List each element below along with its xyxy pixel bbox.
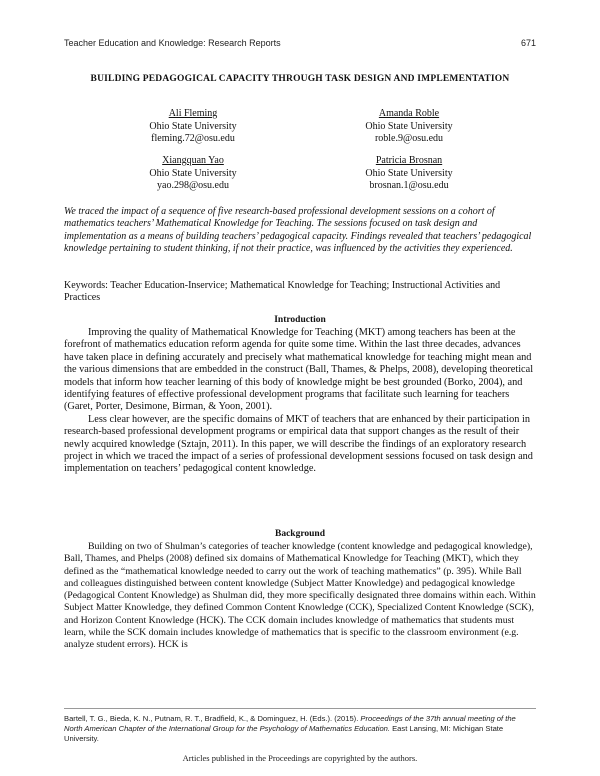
footer-divider xyxy=(64,708,536,709)
author-name: Xiangquan Yao xyxy=(162,155,224,166)
paper-title: BUILDING PEDAGOGICAL CAPACITY THROUGH TASK DESIGN AND IMPLEMENTATION xyxy=(90,74,510,84)
proceedings-citation xyxy=(64,714,536,744)
introduction-body xyxy=(64,327,536,476)
author-affiliation: Ohio State University xyxy=(365,120,453,132)
author-name: Patricia Brosnan xyxy=(375,155,443,166)
citation-authors: Bartell, T. G., Bieda, K. N., Putnam, R. T., Bradfield, K., & Dominguez, H. (Eds.). (2015). xyxy=(64,714,361,723)
author-block xyxy=(108,155,278,193)
author-name: Amanda Roble xyxy=(378,108,440,119)
author-block xyxy=(324,155,494,193)
introduction-heading: Introduction xyxy=(274,315,326,325)
copyright-notice: Articles published in the Proceedings are copyrighted by the authors. xyxy=(182,753,418,763)
citation-publisher: East Lansing, MI: Michigan State University. xyxy=(64,724,504,743)
paragraph: Improving the quality of Mathematical Knowledge for Teaching (MKT) among teachers has been at the forefront of mathematics education reform agenda for quite some time. Within the last three decades, advances have taken place in defining accurately and precisely what mathematical knowledge for teaching might mean and the various dimensions that are embedded in the construct (Ball, Thames, & Phelps, 2008), developing theoretical models that inform how teacher learning of this body of knowledge might be best grounded (Borko, 2004), and identifying features of effective professional development programs that facilitate such learning for teachers (Garet, Porter, Desimone, Birman, & Yoon, 2001). xyxy=(64,327,534,413)
keywords: Keywords: Teacher Education-Inservice; Mathematical Knowledge for Teaching; Instructional Activities and Practices xyxy=(64,280,501,304)
background-heading: Background xyxy=(275,529,325,539)
author-email: brosnan.1@osu.edu xyxy=(369,180,449,191)
author-email: roble.9@osu.edu xyxy=(374,133,444,144)
abstract: We traced the impact of a sequence of five research-based professional development sessions on a cohort of mathematics teachers’ Mathematical Knowledge for Teaching. The sessions focused on task design and implementation as a means of building teachers’ pedagogical capacity. Findings revealed that teachers’ pedagogical knowledge pertaining to student thinking, if not their practice, was influenced by the activities they experienced. xyxy=(64,206,532,254)
author-affiliation: Ohio State University xyxy=(365,167,453,179)
background-body xyxy=(64,541,536,652)
page-number: 671 xyxy=(520,38,536,48)
author-block xyxy=(324,108,494,146)
citation-title: Proceedings of the 37th annual meeting of the North American Chapter of the International Group for the Psychology of Mathematics Education. xyxy=(64,714,516,733)
paragraph: Less clear however, are the specific domains of MKT of teachers that are enhanced by their participation in research-based professional development programs or empirical data that support changes as the result of their newly acquired knowledge (Sztajn, 2011). In this paper, we will describe the findings of an exploratory research project in which we traced the impact of a series of professional development sessions focused on task design and implementation on teachers’ pedagogical content knowledge. xyxy=(64,413,533,475)
author-name: Ali Fleming xyxy=(168,108,218,119)
journal-name: Teacher Education and Knowledge: Research Reports xyxy=(64,38,281,48)
author-affiliation: Ohio State University xyxy=(149,120,237,132)
author-affiliation: Ohio State University xyxy=(149,167,237,179)
paragraph: Building on two of Shulman’s categories of teacher knowledge (content knowledge and pedagogical knowledge), Ball, Thames, and Phelps (2008) defined six domains of Mathematical Knowledge for Teaching (MKT), which they defined as the “mathematical knowledge needed to carry out the work of teaching mathematics” (p. 395). While Ball and colleagues distinguished between content knowledge (Subject Matter Knowledge) and pedagogical knowledge (Pedagogical Content Knowledge) as Shulman did, they more specifically designated three domains within each. Within Subject Matter Knowledge, they defined Common Content Knowledge (CCK), Specialized Content Knowledge (SCK), and Horizon Content Knowledge (HCK). The CCK domain includes knowledge of mathematics that students must learn, while the SCK domain includes knowledge of mathematics that is specific to the classroom environment (e.g. analyze student errors). HCK is xyxy=(64,541,536,651)
author-block xyxy=(108,108,278,146)
author-email: fleming.72@osu.edu xyxy=(151,133,235,144)
author-email: yao.298@osu.edu xyxy=(157,180,229,191)
